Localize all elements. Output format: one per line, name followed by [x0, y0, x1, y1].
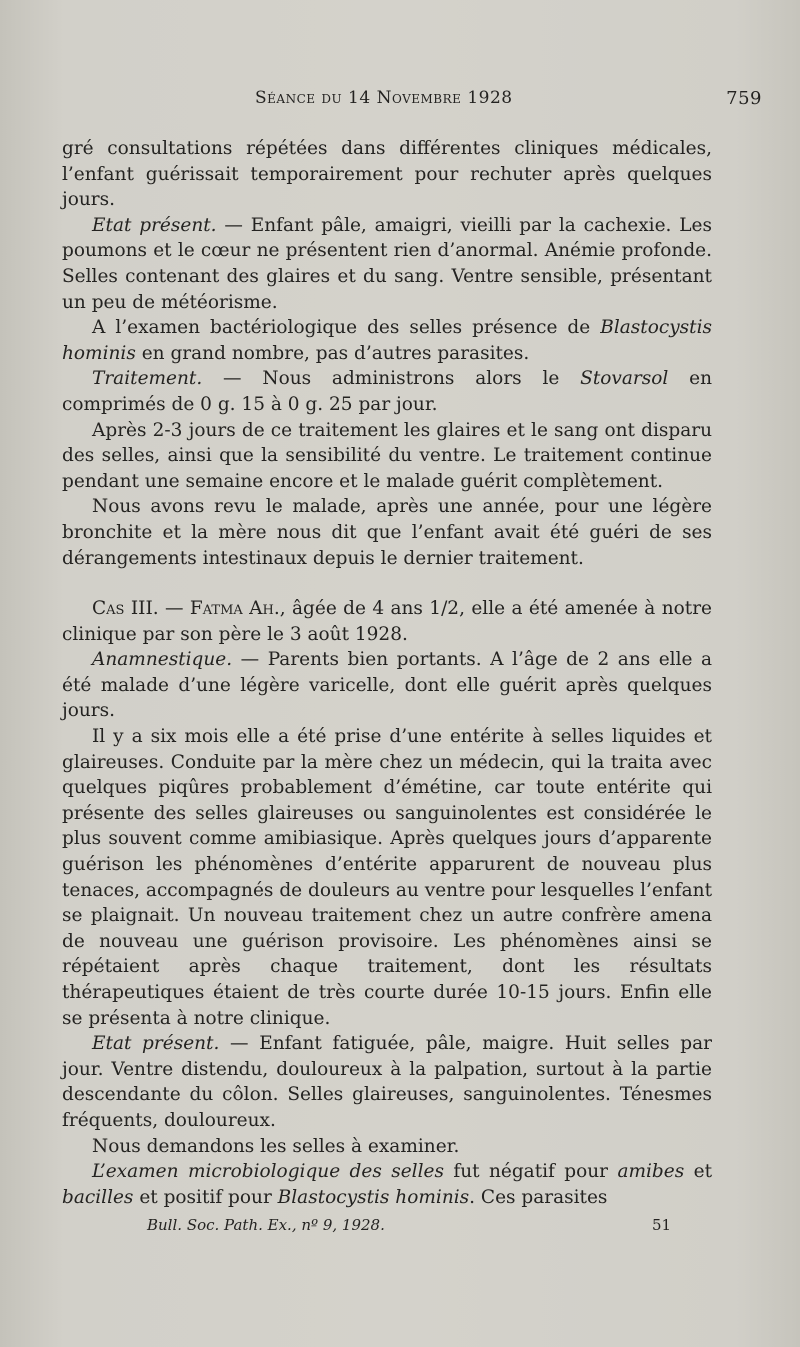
italic-phrase: L’examen microbiologique des selles — [92, 1161, 444, 1183]
paragraph-text: . Ces parasites — [469, 1186, 608, 1208]
page-number: 759 — [726, 88, 762, 109]
paragraph — [62, 315, 712, 366]
article-body — [62, 136, 712, 1210]
paragraph-text: Nous avons revu le malade, après une année, pour une légère bronchite et la mère nous dit que l’enfant avait été guéri de ses dérangements intestinaux depuis le dernier traitement. — [62, 496, 712, 569]
paragraph — [62, 1031, 712, 1133]
paragraph — [62, 136, 712, 213]
page-footer — [0, 1216, 800, 1240]
species-name: Blastocystis hominis — [277, 1186, 470, 1208]
running-head: Séance du 14 Novembre 1928 — [255, 88, 513, 108]
paragraph-text: Après 2-3 jours de ce traitement les glaires et le sang ont disparu des selles, ainsi que la sensibilité du ventre. Le traitement continue pendant une semaine encore et le malade guérit complètement. — [62, 419, 712, 492]
paragraph-text: A l’examen bactériologique des selles présence de — [92, 317, 601, 339]
journal-reference: Bull. Soc. Path. Ex., nº 9, 1928. — [147, 1216, 385, 1234]
case-heading: Cas III. — [92, 598, 159, 620]
italic-phrase: bacilles — [62, 1186, 134, 1208]
paragraph — [62, 596, 712, 647]
paragraph-text: gré consultations répétées dans différentes cliniques médicales, l’enfant guérissait temporairement pour rechuter après quelques jours. — [62, 138, 712, 211]
section-label: Etat présent. — [92, 214, 217, 236]
paragraph-text: fut négatif pour — [443, 1161, 618, 1183]
paragraph-text: — Enfant fatiguée, pâle, maigre. Huit selles par jour. Ventre distendu, douloureux à la palpation, surtout à la partie descendante du côlon. Selles glaireuses, sanguinolentes. Ténesmes fréquents, douloureux. — [62, 1033, 713, 1131]
paragraph-text: Nous demandons les selles à examiner. — [92, 1135, 460, 1157]
paragraph — [62, 494, 712, 571]
paragraph-text: en grand nombre, pas d’autres parasites. — [135, 342, 530, 364]
paragraph-text: Il y a six mois elle a été prise d’une entérite à selles liquides et glaireuses. Conduite par la mère chez un médecin, qui la traita avec quelques piqûres probablement d’émétine, car toute entérite qui présente des selles glaireuses ou sanguinolentes est considérée le plus souvent comme amibiasique. Après quelques jours d’apparente guérison les phénomènes d’entérite apparurent de nouveau plus tenaces, accompagnés de douleurs au ventre pour lesquelles l’enfant se plaignait. Un nouveau traitement chez un autre confrère amena de nouveau une guérison provisoire. Les phénomènes ainsi se répétaient après chaque traitement, dont les résultats thérapeutiques étaient de très courte durée 10-15 jours. Enfin elle se présenta à notre clinique. — [62, 726, 712, 1029]
section-label: Anamnestique. — [92, 649, 233, 671]
paragraph-text: , âgée de 4 ans 1/2, elle a été amenée à notre clinique par son père le 3 août 1928. — [62, 598, 712, 645]
paragraph-text: et — [684, 1161, 712, 1183]
section-label: Traitement. — [92, 368, 203, 390]
signature-mark: 51 — [652, 1216, 672, 1234]
section-label: Etat présent. — [92, 1033, 220, 1055]
italic-phrase: amibes — [617, 1161, 685, 1183]
paragraph-text: en comprimés de 0 g. 15 à 0 g. 25 par jour. — [62, 368, 712, 415]
paragraph — [62, 366, 712, 417]
paragraph-text: — Parents bien portants. A l’âge de 2 ans elle a été malade d’une légère varicelle, dont elle guérit après quelques jours. — [62, 649, 712, 722]
drug-name: Stovarsol — [580, 368, 669, 390]
paragraph — [62, 647, 712, 724]
paragraph-text: — Nous administrons alors le — [202, 368, 581, 390]
species-name: Blastocystis hominis — [62, 317, 712, 364]
patient-name: Fatma Ah. — [189, 598, 280, 620]
paragraph — [62, 1134, 712, 1160]
paragraph — [62, 213, 712, 315]
paragraph — [62, 1159, 712, 1210]
paragraph-text: — Enfant pâle, amaigri, vieilli par la cachexie. Les poumons et le cœur ne présentent rien d’anormal. Anémie profonde. Selles contenant des glaires et du sang. Ventre sensible, présentant un peu de météorisme. — [62, 214, 712, 313]
paragraph-text: et positif pour — [133, 1186, 278, 1208]
paragraph — [62, 724, 712, 1031]
paragraph-text: — — [158, 598, 190, 620]
paragraph — [62, 418, 712, 495]
page-header — [0, 88, 800, 114]
